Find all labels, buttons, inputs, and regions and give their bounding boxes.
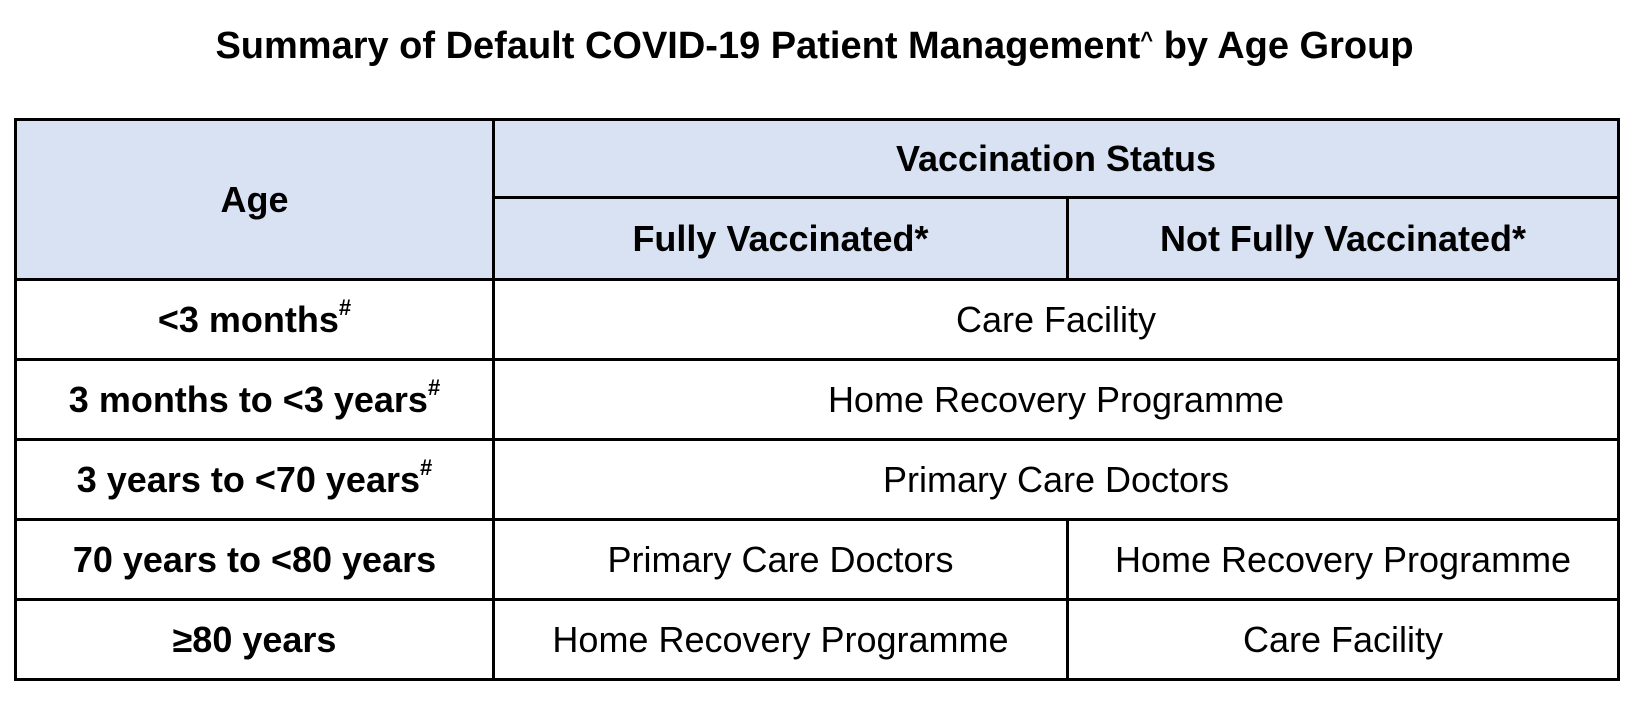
patient-management-table xyxy=(14,118,1620,681)
age-cell xyxy=(16,360,494,440)
title-suffix: by Age Group xyxy=(1153,25,1414,67)
age-cell xyxy=(16,440,494,520)
age-footnote-mark: # xyxy=(420,454,433,480)
management-cell: Primary Care Doctors xyxy=(494,440,1619,520)
header-row-group xyxy=(16,120,1619,198)
header-not-fully-vaccinated: Not Fully Vaccinated* xyxy=(1068,198,1619,280)
age-cell: 70 years to <80 years xyxy=(16,520,494,600)
management-cell-not-fully: Home Recovery Programme xyxy=(1068,520,1619,600)
age-footnote-mark: # xyxy=(427,374,441,400)
age-label: 3 months to <3 years xyxy=(68,378,428,420)
management-cell-not-fully: Care Facility xyxy=(1068,600,1619,680)
title-superscript: ^ xyxy=(1140,27,1154,52)
management-cell: Care Facility xyxy=(494,280,1619,360)
table-row xyxy=(16,280,1619,360)
table-row xyxy=(16,600,1619,680)
management-cell-fully: Primary Care Doctors xyxy=(494,520,1068,600)
age-label: 3 years to <70 years xyxy=(76,458,420,500)
title-text: Summary of Default COVID-19 Patient Management xyxy=(215,25,1141,67)
age-label: <3 months xyxy=(157,298,339,340)
management-cell: Home Recovery Programme xyxy=(494,360,1619,440)
age-footnote-mark: # xyxy=(338,294,352,320)
header-vaccination-status: Vaccination Status xyxy=(494,120,1619,198)
age-cell: ≥80 years xyxy=(16,600,494,680)
header-fully-vaccinated: Fully Vaccinated* xyxy=(494,198,1068,280)
header-age: Age xyxy=(16,120,494,280)
table-row xyxy=(16,360,1619,440)
age-cell xyxy=(16,280,494,360)
table-row xyxy=(16,440,1619,520)
management-cell-fully: Home Recovery Programme xyxy=(494,600,1068,680)
document-title xyxy=(0,18,1629,74)
table-row xyxy=(16,520,1619,600)
